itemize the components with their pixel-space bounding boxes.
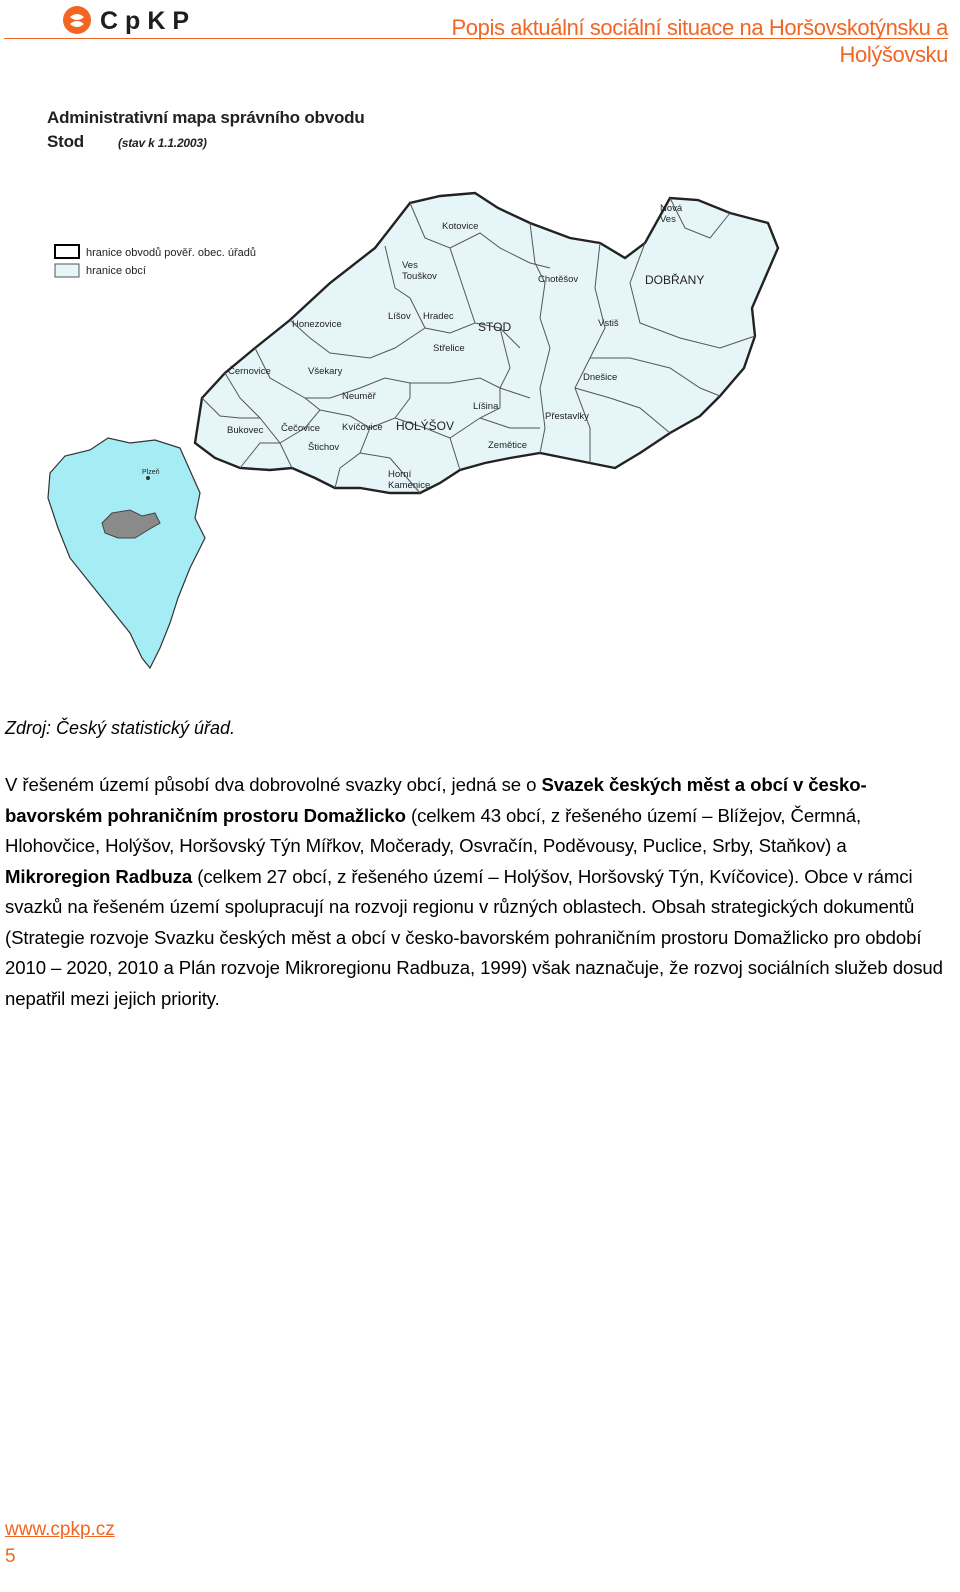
label-dobrany: DOBŘANY [645, 273, 705, 287]
plzen-region-shape [48, 438, 205, 668]
logo-emblem-icon [63, 6, 91, 34]
map-source-caption: Zdroj: Český statistický úřad. [5, 718, 236, 738]
body-paragraph [5, 770, 950, 1014]
label-prestavlky: Přestavlky [545, 411, 589, 422]
paragraph-text-2: (celkem 43 obcí, z řešeného území – Blížejov, Čermná, Hlohovčice, Holýšov, Horšovský Týn Mířkov, Močerady, Osvračín, Poděvousy, Puclice, Srby, Staňkov) a [5, 804, 862, 856]
page-header [0, 0, 960, 67]
label-kvicovice: Kvíčovice [342, 422, 383, 433]
map-date: (stav k 1.1.2003) [117, 136, 207, 150]
map-legend [55, 245, 256, 277]
plzen-city-marker [146, 476, 150, 480]
label-bukovec: Bukovec [227, 425, 264, 436]
stod-district-map [195, 193, 778, 493]
logo-wordmark: CpKP [100, 7, 197, 35]
label-stod: STOD [478, 320, 512, 334]
label-neumer: Neuměř [342, 391, 376, 402]
label-lisina: Líšina [473, 401, 499, 412]
cpkp-logo [62, 5, 242, 35]
legend-swatch-district [55, 245, 79, 258]
label-dnesice: Dnešice [583, 372, 618, 383]
label-nova-ves-1: Nová [660, 203, 683, 214]
paragraph-bold-1: Svazek českých měst a obcí v česko-bavorském pohraničním prostoru Domažlicko [5, 774, 867, 826]
paragraph-bold-2: Mikroregion Radbuza [5, 865, 193, 887]
label-honezovice: Honezovice [292, 319, 342, 330]
footer-link[interactable]: www.cpkp.cz [5, 1519, 115, 1540]
label-holysov: HOLÝŠOV [396, 419, 455, 433]
label-horni-kamenice-1: Horní [388, 469, 412, 480]
label-zemetice: Zemětice [488, 440, 528, 451]
label-strelice: Střelice [433, 343, 465, 354]
header-divider [4, 38, 948, 39]
label-kotovice: Kotovice [442, 221, 479, 232]
map-title [47, 106, 365, 155]
administrative-map [30, 98, 790, 684]
label-ves-touskov-2: Touškov [402, 271, 437, 282]
label-vstis: Vstiš [598, 318, 619, 329]
document-title: Popis aktuální sociální situace na Horšovskotýnsku a Holýšovsku [451, 15, 948, 67]
label-stichov: Štichov [308, 442, 340, 453]
label-cecovice: Čečovice [281, 423, 321, 434]
label-horni-kamenice-2: Kamenice [388, 480, 431, 491]
label-hradec: Hradec [423, 311, 454, 322]
label-nova-ves-2: Ves [660, 214, 676, 225]
map-title-line1: Administrativní mapa správního obvodu [47, 108, 365, 127]
page-number: 5 [5, 1546, 16, 1567]
label-lisov: Líšov [388, 311, 411, 322]
legend-label-district: hranice obvodů pověř. obec. úřadů [86, 247, 257, 259]
region-inset [48, 438, 205, 668]
map-title-line2: Stod [47, 132, 84, 151]
label-chotesov: Chotěšov [538, 274, 579, 285]
label-vsekary: Všekary [308, 366, 343, 377]
label-plzen: Plzeň [142, 469, 160, 476]
legend-label-municipality: hranice obcí [86, 265, 146, 277]
legend-swatch-municipality [55, 264, 79, 277]
label-ves-touskov-1: Ves [402, 260, 418, 271]
paragraph-text-1: V řešeném území působí dva dobrovolné svazky obcí, jedná se o [5, 774, 542, 795]
label-cernovice: Černovice [228, 366, 271, 377]
paragraph-text-3: (celkem 27 obcí, z řešeného území – Holýšov, Horšovský Týn, Kvíčovice). Obce v rámci svazků na řešeném území spolupracují na rozvoji regionu v různých oblastech. Obsah strategických dokumentů (Strategie rozvoje Svazku českých měst a obcí v česko-bavorském pohraničním prostoru Domažlicko pro období 2010 – 2020, 2010 a Plán rozvoje Mikroregionu Radbuza, 1999) však naznačuje, že rozvoj sociálních služeb dosud nepatřil mezi jejich priority. [5, 865, 943, 1009]
